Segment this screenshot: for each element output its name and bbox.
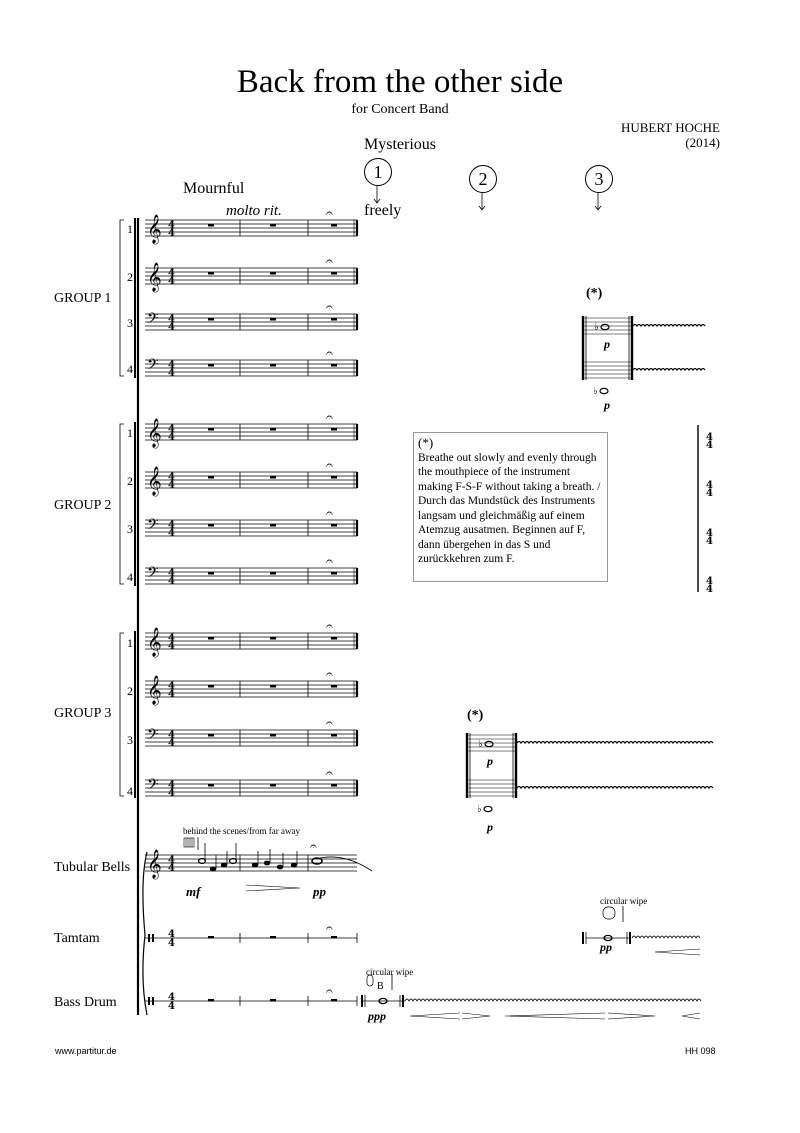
quarter-note bbox=[252, 863, 258, 868]
time-signature-numerator: 4 bbox=[706, 528, 713, 539]
decrescendo-hairpin bbox=[608, 1013, 655, 1019]
time-signature-numerator: 4 bbox=[168, 855, 175, 866]
score-title: Back from the other side bbox=[236, 64, 564, 100]
time-signature-denominator: 4 bbox=[168, 276, 175, 287]
group-2-label: GROUP 2 bbox=[54, 498, 112, 513]
time-signature-denominator: 4 bbox=[168, 689, 175, 700]
treble-clef-icon: 𝄞 bbox=[147, 466, 162, 495]
behind-scenes-annotation: behind the scenes/from far away bbox=[183, 826, 300, 836]
time-signature-denominator: 4 bbox=[168, 576, 175, 587]
crescendo-hairpin bbox=[655, 949, 700, 955]
fermata-icon: 𝄐 bbox=[326, 667, 333, 681]
quarter-note bbox=[277, 865, 283, 870]
dynamic-p: p bbox=[604, 337, 610, 351]
time-signature-denominator: 4 bbox=[168, 528, 175, 539]
time-signature-denominator: 4 bbox=[168, 863, 175, 874]
whole-rest bbox=[331, 784, 337, 787]
asterisk-marker: (*) bbox=[586, 286, 603, 301]
whole-rest bbox=[270, 734, 276, 737]
fermata-icon: 𝄐 bbox=[326, 506, 333, 520]
time-signature-numerator: 4 bbox=[168, 730, 175, 741]
time-signature-numerator: 4 bbox=[168, 633, 175, 644]
staff-number: 4 bbox=[127, 784, 133, 798]
whole-rest bbox=[208, 272, 214, 275]
tamtam-label: Tamtam bbox=[54, 931, 100, 946]
footnote-heading: (*) bbox=[418, 435, 434, 450]
quarter-note bbox=[264, 861, 270, 866]
whole-rest bbox=[208, 524, 214, 527]
bass-clef-icon: 𝄢 bbox=[147, 516, 159, 537]
whole-rest bbox=[208, 936, 214, 939]
fermata-icon: 𝄐 bbox=[326, 554, 333, 568]
whole-rest bbox=[331, 272, 337, 275]
percussion-clef-icon bbox=[148, 934, 150, 942]
whole-rest bbox=[270, 272, 276, 275]
time-signature-denominator: 4 bbox=[706, 488, 713, 499]
whole-rest bbox=[331, 224, 337, 227]
rehearsal-mark-1: 1 bbox=[364, 158, 392, 186]
dynamic-pp: pp bbox=[600, 940, 612, 954]
whole-rest bbox=[331, 524, 337, 527]
staff-number: 4 bbox=[127, 570, 133, 584]
time-signature-denominator: 4 bbox=[168, 228, 175, 239]
tempo-mournful: Mournful bbox=[183, 180, 245, 197]
flat-icon: ♭ bbox=[477, 804, 482, 815]
percussion-clef-icon bbox=[152, 934, 154, 942]
whole-rest bbox=[331, 476, 337, 479]
time-signature-numerator: 4 bbox=[168, 424, 175, 435]
whole-rest bbox=[331, 428, 337, 431]
staff-number: 2 bbox=[127, 474, 133, 488]
composer-name: HUBERT HOCHE bbox=[620, 120, 720, 135]
score-marks bbox=[147, 186, 713, 1019]
whole-rest bbox=[331, 999, 337, 1002]
whole-note bbox=[484, 806, 492, 811]
score-subtitle: for Concert Band bbox=[351, 102, 449, 117]
time-signature-numerator: 4 bbox=[706, 576, 713, 587]
time-signature-numerator: 4 bbox=[168, 780, 175, 791]
fermata-icon: 𝄐 bbox=[326, 458, 333, 472]
time-signature-numerator: 4 bbox=[168, 520, 175, 531]
time-signature-numerator: 4 bbox=[168, 992, 175, 1003]
whole-rest bbox=[270, 685, 276, 688]
time-signature-numerator: 4 bbox=[168, 472, 175, 483]
whole-rest bbox=[208, 685, 214, 688]
time-signature-denominator: 4 bbox=[168, 738, 175, 749]
chime-mallet-icon bbox=[184, 838, 194, 847]
trill-wavy-line bbox=[633, 369, 705, 371]
dynamic-ppp: ppp bbox=[368, 1009, 386, 1023]
flat-icon: ♭ bbox=[593, 386, 598, 397]
fermata-icon: 𝄐 bbox=[326, 766, 333, 780]
staff-number: 3 bbox=[127, 733, 133, 747]
flat-icon: ♭ bbox=[594, 322, 599, 333]
wire-brush-icon bbox=[367, 975, 373, 986]
whole-rest bbox=[270, 524, 276, 527]
whole-rest bbox=[270, 999, 276, 1002]
treble-clef-icon: 𝄞 bbox=[147, 418, 162, 447]
whole-rest bbox=[208, 572, 214, 575]
quarter-note bbox=[210, 867, 216, 872]
tempo-freely: freely bbox=[364, 202, 402, 219]
time-signature-denominator: 4 bbox=[706, 536, 713, 547]
time-signature-denominator: 4 bbox=[706, 440, 713, 451]
whole-rest bbox=[270, 637, 276, 640]
whole-rest bbox=[270, 572, 276, 575]
decrescendo-hairpin bbox=[462, 1013, 490, 1019]
time-signature-numerator: 4 bbox=[168, 568, 175, 579]
time-signature-denominator: 4 bbox=[168, 480, 175, 491]
whole-note bbox=[600, 388, 608, 393]
group-bracket bbox=[120, 220, 124, 376]
quarter-note bbox=[291, 863, 297, 868]
staff-number: 3 bbox=[127, 522, 133, 536]
whole-rest bbox=[208, 784, 214, 787]
time-signature-numerator: 4 bbox=[706, 480, 713, 491]
time-signature-denominator: 4 bbox=[168, 641, 175, 652]
circular-wipe-annotation: circular wipe bbox=[600, 896, 648, 906]
staff-number: 1 bbox=[127, 636, 133, 650]
whole-rest bbox=[270, 936, 276, 939]
time-signature-denominator: 4 bbox=[168, 938, 175, 949]
dynamic-p: p bbox=[604, 398, 610, 412]
fermata-icon: 𝄐 bbox=[326, 921, 333, 935]
time-signature-numerator: 4 bbox=[168, 268, 175, 279]
staff-number: 2 bbox=[127, 270, 133, 284]
crescendo-hairpin bbox=[505, 1013, 605, 1019]
staff-number: 1 bbox=[127, 426, 133, 440]
staff-number: 1 bbox=[127, 222, 133, 236]
mallet-b-label: B bbox=[377, 981, 384, 992]
fermata-icon: 𝄐 bbox=[326, 346, 333, 360]
whole-rest bbox=[331, 734, 337, 737]
fermata-icon: 𝄐 bbox=[326, 984, 333, 998]
percussion-clef-icon bbox=[152, 997, 154, 1005]
whole-rest bbox=[331, 364, 337, 367]
whole-rest bbox=[331, 685, 337, 688]
time-signature-numerator: 4 bbox=[706, 432, 713, 443]
bass-drum-label: Bass Drum bbox=[54, 995, 117, 1010]
staff-number: 2 bbox=[127, 684, 133, 698]
time-signature-denominator: 4 bbox=[168, 368, 175, 379]
whole-rest bbox=[270, 784, 276, 787]
footnote-text: Breathe out slowly and evenly through the mouthpiece of the instrument making F-S-F without taking a breath. / Durch das Mundstück des Instruments langsam und gleichmäßig auf einem Atemzug ausatmen. Beginnen auf F, dann übergehen in das S und zurückkehren zum F. bbox=[418, 451, 601, 565]
trill-wavy-line bbox=[633, 325, 705, 327]
whole-note bbox=[485, 741, 493, 746]
whole-note bbox=[601, 324, 609, 329]
dynamic-pp: pp bbox=[313, 884, 326, 899]
whole-rest bbox=[270, 224, 276, 227]
composition-year: (2014) bbox=[685, 135, 720, 150]
treble-clef-icon: 𝄞 bbox=[147, 849, 162, 878]
dynamic-mf: mf bbox=[186, 884, 201, 899]
tremolo-line bbox=[632, 936, 700, 938]
whole-rest bbox=[208, 428, 214, 431]
asterisk-marker: (*) bbox=[467, 708, 484, 723]
whole-rest bbox=[270, 476, 276, 479]
flat-icon: ♭ bbox=[478, 739, 483, 750]
staff-number: 4 bbox=[127, 362, 133, 376]
fermata-icon: 𝄐 bbox=[310, 839, 317, 853]
whole-rest bbox=[331, 318, 337, 321]
group-1-label: GROUP 1 bbox=[54, 291, 112, 306]
whole-rest bbox=[270, 428, 276, 431]
decrescendo-hairpin bbox=[246, 885, 300, 891]
staff-number: 3 bbox=[127, 316, 133, 330]
whole-rest bbox=[270, 364, 276, 367]
fermata-icon: 𝄐 bbox=[326, 206, 333, 220]
tremolo-line bbox=[405, 999, 701, 1001]
time-signature-denominator: 4 bbox=[168, 322, 175, 333]
whole-rest bbox=[208, 637, 214, 640]
group-bracket bbox=[120, 424, 124, 584]
fermata-icon: 𝄐 bbox=[326, 254, 333, 268]
treble-clef-icon: 𝄞 bbox=[147, 214, 162, 243]
time-signature-numerator: 4 bbox=[168, 929, 175, 940]
treble-clef-icon: 𝄞 bbox=[147, 262, 162, 291]
bass-clef-icon: 𝄢 bbox=[147, 310, 159, 331]
crescendo-hairpin bbox=[410, 1013, 460, 1019]
bass-clef-icon: 𝄢 bbox=[147, 726, 159, 747]
footer-website: www.partitur.de bbox=[55, 1046, 117, 1056]
treble-clef-icon: 𝄞 bbox=[147, 627, 162, 656]
dynamic-p: p bbox=[487, 820, 493, 834]
staff-system bbox=[120, 218, 632, 1015]
circular-wipe-annotation: circular wipe bbox=[366, 967, 414, 977]
bass-clef-icon: 𝄢 bbox=[147, 564, 159, 585]
fermata-icon: 𝄐 bbox=[326, 716, 333, 730]
footer-catalog-number: HH 098 bbox=[685, 1046, 716, 1056]
dynamic-p: p bbox=[487, 754, 493, 768]
trill-wavy-line bbox=[517, 742, 713, 744]
fermata-icon: 𝄐 bbox=[326, 619, 333, 633]
whole-rest bbox=[208, 318, 214, 321]
whole-rest bbox=[208, 476, 214, 479]
wire-brush-icon bbox=[603, 907, 615, 919]
whole-rest bbox=[331, 637, 337, 640]
rehearsal-mark-2: 2 bbox=[469, 165, 497, 193]
time-signature-denominator: 4 bbox=[168, 1001, 175, 1012]
crescendo-hairpin bbox=[682, 1013, 700, 1019]
time-signature-denominator: 4 bbox=[706, 584, 713, 595]
time-signature-numerator: 4 bbox=[168, 360, 175, 371]
fermata-icon: 𝄐 bbox=[326, 300, 333, 314]
fermata-icon: 𝄐 bbox=[326, 410, 333, 424]
time-signature-denominator: 4 bbox=[168, 432, 175, 443]
whole-rest bbox=[208, 364, 214, 367]
time-signature-numerator: 4 bbox=[168, 220, 175, 231]
whole-rest bbox=[331, 936, 337, 939]
group-bracket bbox=[120, 633, 124, 796]
percussion-clef-icon bbox=[148, 997, 150, 1005]
quarter-note bbox=[221, 863, 227, 868]
treble-clef-icon: 𝄞 bbox=[147, 675, 162, 704]
whole-rest bbox=[208, 224, 214, 227]
tempo-mysterious: Mysterious bbox=[364, 136, 436, 153]
time-signature-numerator: 4 bbox=[168, 314, 175, 325]
whole-rest bbox=[208, 999, 214, 1002]
rehearsal-mark-3: 3 bbox=[585, 165, 613, 193]
whole-rest bbox=[270, 318, 276, 321]
tubular-bells-label: Tubular Bells bbox=[54, 860, 131, 875]
bass-clef-icon: 𝄢 bbox=[147, 356, 159, 377]
tempo-molto-rit: molto rit. bbox=[226, 203, 282, 219]
bass-clef-icon: 𝄢 bbox=[147, 776, 159, 797]
whole-rest bbox=[208, 734, 214, 737]
time-signature-denominator: 4 bbox=[168, 788, 175, 799]
trill-wavy-line bbox=[517, 787, 713, 789]
group-3-label: GROUP 3 bbox=[54, 706, 112, 721]
time-signature-numerator: 4 bbox=[168, 681, 175, 692]
whole-rest bbox=[331, 572, 337, 575]
